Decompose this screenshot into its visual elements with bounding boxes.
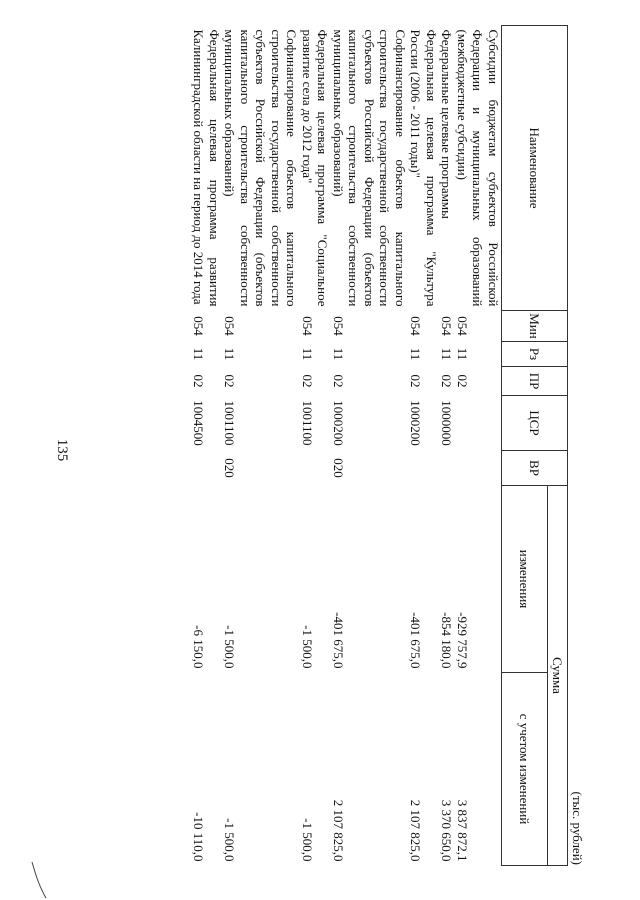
row-min: 054 (300, 316, 315, 336)
table-row (191, 26, 222, 866)
row-name: Федеральная целевая программа "Социальное развитие села до 2012 года" (300, 29, 331, 307)
row-change: -1 500,0 (222, 625, 238, 669)
units-label: (тыс. рублей) (570, 791, 585, 865)
row-min: 054 (439, 316, 455, 336)
row-csr: 1000000 (439, 400, 455, 446)
row-pr: 02 (455, 374, 470, 388)
row-min: 054 (331, 316, 346, 336)
row-rz: 11 (408, 347, 424, 361)
row-name: Федеральная целевая программа "Культура России (2006 - 2011 годы)" (408, 29, 439, 307)
table-row (408, 26, 439, 866)
row-pr: 02 (439, 374, 455, 388)
row-with-change: -10 110,0 (191, 812, 207, 862)
header-change: изменения (502, 486, 548, 673)
row-rz: 11 (222, 347, 238, 361)
row-with-change: 2 107 825,0 (331, 799, 346, 862)
row-with-change: 3 370 650,0 (439, 799, 455, 862)
pen-mark (26, 860, 50, 900)
row-pr: 02 (331, 374, 346, 388)
header-sum: Сумма (548, 486, 568, 866)
row-pr: 02 (300, 374, 315, 388)
row-with-change: 3 837 872,1 (455, 799, 470, 862)
row-change: -401 675,0 (331, 612, 346, 669)
row-csr: 1001100 (300, 400, 315, 446)
budget-table (191, 25, 568, 866)
row-vr (300, 451, 331, 486)
table-row (439, 26, 455, 866)
table-row (455, 26, 502, 866)
row-change: -6 150,0 (191, 625, 207, 669)
page-number: 135 (54, 438, 70, 462)
row-name: Субсидии бюджетам субъектов Российской Федерации и муниципальных образований (межбюджетные субсидии) (455, 29, 501, 307)
rotated-page (85, 25, 585, 865)
header-rz: Рз (502, 342, 568, 367)
header-with-change: с учетом изменений (502, 673, 548, 866)
row-rz: 11 (439, 347, 455, 361)
row-csr: 1000200 (408, 400, 424, 446)
row-name: Федеральные целевые программы (439, 29, 455, 219)
row-name: Федеральная целевая программа развития Калининградской области на период до 2014 года (191, 29, 222, 307)
row-csr: 1001100 (222, 400, 238, 446)
row-rz: 11 (331, 347, 346, 361)
row-with-change: 2 107 825,0 (408, 799, 424, 862)
header-row (548, 26, 568, 866)
row-rz: 11 (300, 347, 315, 361)
row-csr: 1004500 (191, 400, 207, 446)
row-rz: 11 (191, 347, 207, 361)
row-pr: 02 (222, 374, 238, 388)
row-min: 054 (222, 316, 238, 336)
header-vr: ВР (502, 451, 568, 486)
row-with-change: -1 500,0 (300, 818, 315, 862)
header-min: Мин (502, 311, 568, 342)
row-pr: 02 (408, 374, 424, 388)
row-change: -1 500,0 (300, 625, 315, 669)
row-change: -854 180,0 (439, 612, 455, 669)
header-pr: ПР (502, 367, 568, 396)
row-min: 054 (191, 316, 207, 336)
row-vr: 020 (331, 458, 346, 478)
row-name: Софинансирование объектов капитального строительства государственной собственности субъектов Российской Федерации (объектов капитального строительства собственности муниципальных образований) (331, 29, 408, 307)
table-row (331, 26, 409, 866)
row-name: Софинансирование объектов капитального строительства государственной собственности субъектов Российской Федерации (объектов капитального строительства собственности муниципальных образований) (222, 29, 300, 307)
row-vr (455, 451, 502, 486)
row-pr: 02 (191, 374, 207, 388)
row-min: 054 (455, 316, 470, 336)
row-csr (455, 396, 502, 451)
row-with-change: -1 500,0 (222, 818, 238, 862)
row-csr: 1000200 (331, 400, 346, 446)
row-change: -401 675,0 (408, 612, 424, 669)
header-name: Наименование (502, 26, 568, 311)
header-csr: ЦСР (502, 396, 568, 451)
row-change: -929 757,9 (455, 612, 470, 669)
row-vr (408, 451, 439, 486)
row-vr (439, 451, 455, 486)
row-vr: 020 (222, 458, 238, 478)
row-rz: 11 (455, 347, 470, 361)
table-row (300, 26, 331, 866)
row-vr (191, 451, 222, 486)
table-row (222, 26, 300, 866)
row-min: 054 (408, 316, 424, 336)
